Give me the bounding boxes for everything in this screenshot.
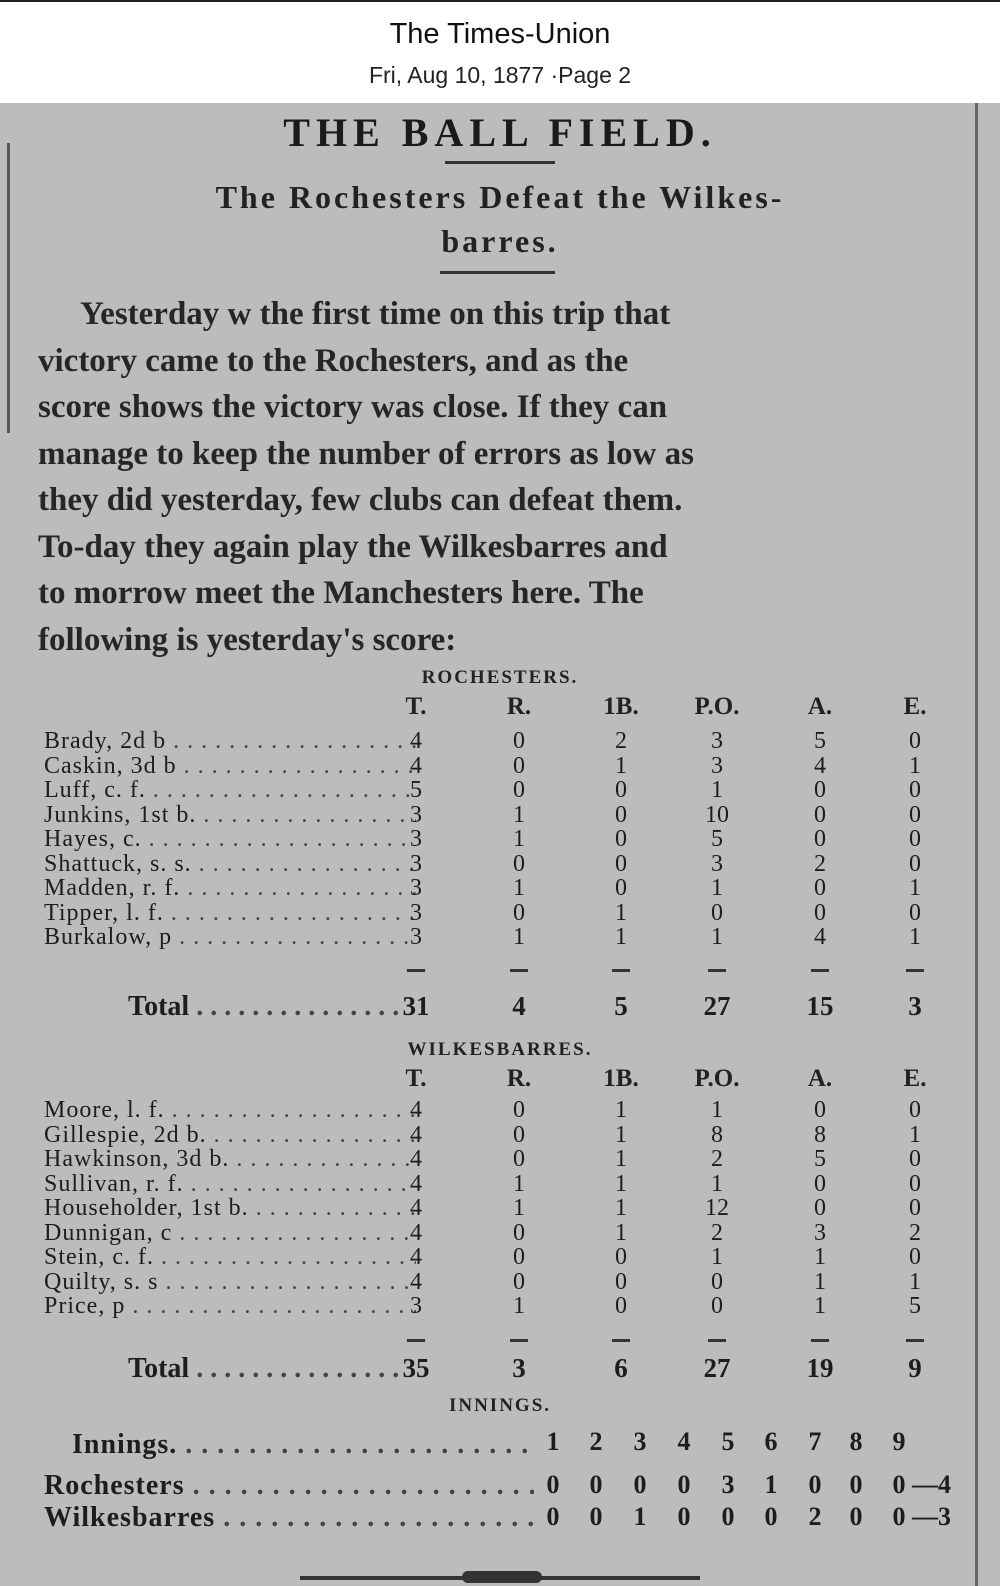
player-name: Stein, c. f. . . . [44, 1245, 416, 1270]
total-rule [510, 1339, 528, 1342]
stat-first-base-hits: 1 [615, 1219, 627, 1246]
stat-put-outs: 1 [711, 777, 723, 803]
column-header-assists: A. [807, 693, 833, 720]
stat-first-base-hits: 1 [615, 899, 627, 926]
stat-first-base-hits: 0 [615, 826, 627, 852]
total-rule [811, 1339, 829, 1342]
column-rule-right [975, 103, 978, 1586]
stat-assists: 5 [814, 1146, 826, 1172]
stat-runs: 0 [513, 1268, 525, 1295]
stat-put-outs: 1 [711, 1244, 723, 1270]
stat-runs: 1 [513, 1293, 525, 1319]
stat-put-outs: 8 [711, 1121, 723, 1148]
page-header [0, 0, 1000, 105]
stat-assists: 2 [814, 850, 826, 877]
body-line: To-day they again play the Wilkesbarres and [38, 528, 668, 565]
stat-assists: 0 [814, 899, 826, 926]
total-errors: 9 [908, 1353, 922, 1383]
stat-first-base-hits: 1 [615, 924, 627, 950]
inning-score: 1 [764, 1470, 778, 1499]
stat-times-at-bat: 3 [410, 826, 422, 852]
stat-errors: 0 [909, 826, 921, 852]
inning-score: 0 [677, 1470, 691, 1499]
player-name: Quilty, s. s . . . [44, 1270, 416, 1295]
stat-assists: 1 [814, 1268, 826, 1295]
player-name: Burkalow, p . . . [44, 925, 416, 950]
stat-put-outs: 3 [711, 752, 723, 779]
inning-score: 0 [764, 1502, 778, 1531]
stat-errors: 0 [909, 899, 921, 926]
inning-number: 2 [589, 1427, 603, 1456]
total-put-outs: 27 [703, 1353, 731, 1383]
inning-number: 7 [808, 1427, 822, 1456]
player-name: Sullivan, r. f. . . . [44, 1172, 416, 1197]
stat-put-outs: 3 [711, 850, 723, 877]
inning-score: 2 [808, 1502, 822, 1531]
stat-errors: 0 [909, 1146, 921, 1172]
divider [445, 161, 555, 164]
inning-number: 4 [677, 1427, 691, 1456]
publication-name: The Times-Union [389, 18, 611, 50]
player-name: Caskin, 3d b . . . [44, 754, 416, 779]
player-name: Madden, r. f. . . . [44, 876, 416, 901]
stat-errors: 0 [909, 1244, 921, 1270]
stat-put-outs: 5 [711, 826, 723, 852]
stat-put-outs: 10 [705, 801, 729, 828]
stat-times-at-bat: 3 [410, 801, 422, 828]
stat-assists: 0 [814, 1170, 826, 1197]
body-line: following is yesterday's score: [38, 621, 457, 658]
stat-put-outs: 1 [711, 875, 723, 901]
column-header-first-base-hits: 1B. [603, 1065, 639, 1092]
inning-score: 0 [546, 1470, 560, 1499]
stat-times-at-bat: 4 [410, 1121, 422, 1148]
stat-times-at-bat: 4 [410, 1170, 422, 1197]
player-name: Shattuck, s. s. . . . [44, 852, 416, 877]
stat-errors: 1 [909, 924, 921, 950]
stat-assists: 1 [814, 1293, 826, 1319]
stat-errors: 2 [909, 1219, 921, 1246]
stat-put-outs: 0 [711, 899, 723, 926]
total-rule [811, 969, 829, 972]
total-first-base-hits: 6 [614, 1353, 628, 1383]
player-name: Tipper, l. f. . . . [44, 901, 416, 926]
publication-date: Fri, Aug 10, 1877 ·Page 2 [368, 62, 632, 88]
stat-assists: 0 [814, 1195, 826, 1221]
stat-runs: 0 [513, 1244, 525, 1270]
inning-number: 1 [546, 1427, 560, 1456]
inning-score: 0 [677, 1502, 691, 1531]
inning-score: 0 [808, 1470, 822, 1499]
column-header-runs: R. [506, 1065, 532, 1092]
total-assists: 15 [806, 991, 834, 1021]
stat-first-base-hits: 0 [615, 801, 627, 828]
inning-score: 0 [589, 1502, 603, 1531]
total-errors: 3 [908, 991, 922, 1021]
stat-errors: 5 [909, 1293, 921, 1319]
stat-put-outs: 0 [711, 1293, 723, 1319]
inning-score: 0 [546, 1502, 560, 1531]
stat-assists: 4 [814, 924, 826, 950]
total-label: Total . . . [128, 1353, 398, 1385]
stat-errors: 0 [909, 1097, 921, 1123]
wilkesbarres-title: WILKESBARRES. [407, 1039, 593, 1060]
body-line: manage to keep the number of errors as low as [38, 435, 694, 472]
column-header-assists: A. [807, 1065, 833, 1092]
rochesters-title: ROCHESTERS. [421, 667, 579, 688]
stat-put-outs: 1 [711, 924, 723, 950]
stat-assists: 1 [814, 1244, 826, 1270]
stat-runs: 1 [513, 801, 525, 828]
player-name: Gillespie, 2d b. . . . [44, 1123, 416, 1148]
stat-first-base-hits: 0 [615, 1268, 627, 1295]
total-runs: 3 [512, 1353, 526, 1383]
stat-put-outs: 3 [711, 728, 723, 754]
column-header-first-base-hits: 1B. [603, 693, 639, 720]
inning-number: 5 [721, 1427, 735, 1456]
stat-first-base-hits: 1 [615, 1121, 627, 1148]
closing-ornament [462, 1571, 542, 1583]
stat-assists: 3 [814, 1219, 826, 1246]
stat-times-at-bat: 4 [410, 752, 422, 779]
stat-first-base-hits: 1 [615, 1195, 627, 1221]
column-header-runs: R. [506, 693, 532, 720]
player-name: Hayes, c. . . . [44, 827, 416, 852]
stat-runs: 1 [513, 826, 525, 852]
stat-runs: 0 [513, 850, 525, 877]
stat-assists: 4 [814, 752, 826, 779]
stat-assists: 8 [814, 1121, 826, 1148]
stat-assists: 5 [814, 728, 826, 754]
stat-assists: 0 [814, 777, 826, 803]
stat-put-outs: 12 [705, 1195, 729, 1221]
total-put-outs: 27 [703, 991, 731, 1021]
total-rule [612, 1339, 630, 1342]
total-rule [906, 1339, 924, 1342]
total-label: Total . . . [128, 991, 398, 1023]
total-rule [906, 969, 924, 972]
total-rule [510, 969, 528, 972]
article-body [38, 291, 948, 663]
stat-times-at-bat: 5 [410, 777, 422, 803]
stat-assists: 0 [814, 1097, 826, 1123]
stat-runs: 0 [513, 728, 525, 754]
stat-assists: 0 [814, 826, 826, 852]
stat-first-base-hits: 1 [615, 752, 627, 779]
subhead-line-1: The Rochesters Defeat the Wilkes- [215, 179, 785, 215]
stat-errors: 1 [909, 752, 921, 779]
stat-first-base-hits: 1 [615, 1097, 627, 1123]
stat-errors: 1 [909, 875, 921, 901]
player-name: Luff, c. f. . . . [44, 778, 416, 803]
stat-times-at-bat: 3 [410, 850, 422, 877]
stat-times-at-bat: 3 [410, 899, 422, 926]
stat-runs: 0 [513, 752, 525, 779]
total-assists: 19 [806, 1353, 834, 1383]
column-header-times-at-bat: T. [405, 693, 427, 720]
stat-first-base-hits: 0 [615, 777, 627, 803]
stat-first-base-hits: 0 [615, 1244, 627, 1270]
team-name: Wilkesbarres . . . [44, 1502, 534, 1534]
stat-put-outs: 1 [711, 1097, 723, 1123]
stat-times-at-bat: 3 [410, 1293, 422, 1319]
stat-times-at-bat: 4 [410, 1268, 422, 1295]
subhead-line-2: barres. [441, 223, 559, 259]
inning-score: 0 [892, 1502, 906, 1531]
innings-label: Innings. . . . [72, 1429, 532, 1461]
stat-times-at-bat: 4 [410, 1146, 422, 1172]
stat-errors: 0 [909, 1170, 921, 1197]
column-header-put-outs: P.O. [694, 1065, 740, 1092]
innings-title: INNINGS. [448, 1395, 552, 1416]
stat-put-outs: 2 [711, 1146, 723, 1172]
player-name: Dunnigan, c . . . [44, 1221, 416, 1246]
total-times-at-bat: 35 [402, 1353, 430, 1383]
inning-score: 3 [721, 1470, 735, 1499]
column-rule-left [7, 143, 10, 433]
stat-runs: 0 [513, 1146, 525, 1172]
stat-runs: 0 [513, 1219, 525, 1246]
inning-score: 0 [849, 1502, 863, 1531]
inning-number: 6 [764, 1427, 778, 1456]
stat-first-base-hits: 1 [615, 1170, 627, 1197]
inning-score: 0 [892, 1470, 906, 1499]
total-rule [407, 1339, 425, 1342]
stat-first-base-hits: 1 [615, 1146, 627, 1172]
column-header-errors: E. [903, 693, 927, 720]
total-first-base-hits: 5 [614, 991, 628, 1021]
stat-times-at-bat: 3 [410, 875, 422, 901]
stat-first-base-hits: 0 [615, 1293, 627, 1319]
body-line: they did yesterday, few clubs can defeat them. [38, 482, 683, 518]
body-line: Yesterday w the first time on this trip that [80, 296, 671, 332]
player-name: Brady, 2d b . . . [44, 729, 416, 754]
stat-runs: 0 [513, 1121, 525, 1148]
stat-runs: 0 [513, 1097, 525, 1123]
stat-errors: 0 [909, 850, 921, 877]
body-line: score shows the victory was close. If they can [38, 389, 668, 425]
stat-first-base-hits: 2 [615, 728, 627, 754]
stat-runs: 1 [513, 875, 525, 901]
player-name: Price, p . . . [44, 1294, 416, 1319]
inning-score: 0 [721, 1502, 735, 1531]
stat-errors: 1 [909, 1121, 921, 1148]
column-header-put-outs: P.O. [694, 693, 740, 720]
stat-put-outs: 0 [711, 1268, 723, 1295]
stat-assists: 0 [814, 801, 826, 828]
stat-first-base-hits: 0 [615, 875, 627, 901]
stat-runs: 1 [513, 1170, 525, 1197]
total-runs: 4 [512, 991, 526, 1021]
inning-number: 8 [849, 1427, 863, 1456]
inning-score: 1 [633, 1502, 647, 1531]
newspaper-clipping [0, 103, 1000, 1586]
inning-score: 0 [589, 1470, 603, 1499]
stat-first-base-hits: 0 [615, 850, 627, 877]
inning-score: 0 [633, 1470, 647, 1499]
column-header-times-at-bat: T. [405, 1065, 427, 1092]
stat-put-outs: 1 [711, 1170, 723, 1197]
headline: THE BALL FIELD. [283, 110, 717, 155]
stat-put-outs: 2 [711, 1219, 723, 1246]
stat-runs: 0 [513, 777, 525, 803]
stat-runs: 1 [513, 924, 525, 950]
player-name: Hawkinson, 3d b. . . . [44, 1147, 416, 1172]
stat-errors: 1 [909, 1268, 921, 1295]
stat-errors: 0 [909, 1195, 921, 1221]
stat-runs: 0 [513, 899, 525, 926]
total-rule [708, 969, 726, 972]
inning-number: 9 [892, 1427, 906, 1456]
subhead [60, 175, 940, 263]
stat-times-at-bat: 4 [410, 1195, 422, 1221]
total-rule [708, 1339, 726, 1342]
stat-assists: 0 [814, 875, 826, 901]
stat-times-at-bat: 4 [410, 1097, 422, 1123]
body-line: victory came to the Rochesters, and as the [38, 342, 629, 379]
stat-times-at-bat: 4 [410, 1244, 422, 1270]
stat-times-at-bat: 4 [410, 1219, 422, 1246]
inning-score: 0 [849, 1470, 863, 1499]
total-times-at-bat: 31 [402, 991, 430, 1021]
stat-errors: 0 [909, 728, 921, 754]
stat-errors: 0 [909, 777, 921, 803]
final-score: —3 [912, 1502, 951, 1531]
stat-runs: 1 [513, 1195, 525, 1221]
player-name: Householder, 1st b. . . . [44, 1196, 416, 1221]
stat-errors: 0 [909, 801, 921, 828]
team-name: Rochesters . . . [44, 1470, 534, 1502]
body-line: to morrow meet the Manchesters here. The [38, 575, 644, 611]
player-name: Moore, l. f. . . . [44, 1098, 416, 1123]
stat-times-at-bat: 3 [410, 924, 422, 950]
divider [440, 271, 555, 274]
total-rule [407, 969, 425, 972]
stat-times-at-bat: 4 [410, 728, 422, 754]
total-rule [612, 969, 630, 972]
column-header-errors: E. [903, 1065, 927, 1092]
final-score: —4 [912, 1470, 951, 1499]
player-name: Junkins, 1st b. . . . [44, 803, 416, 828]
inning-number: 3 [633, 1427, 647, 1456]
